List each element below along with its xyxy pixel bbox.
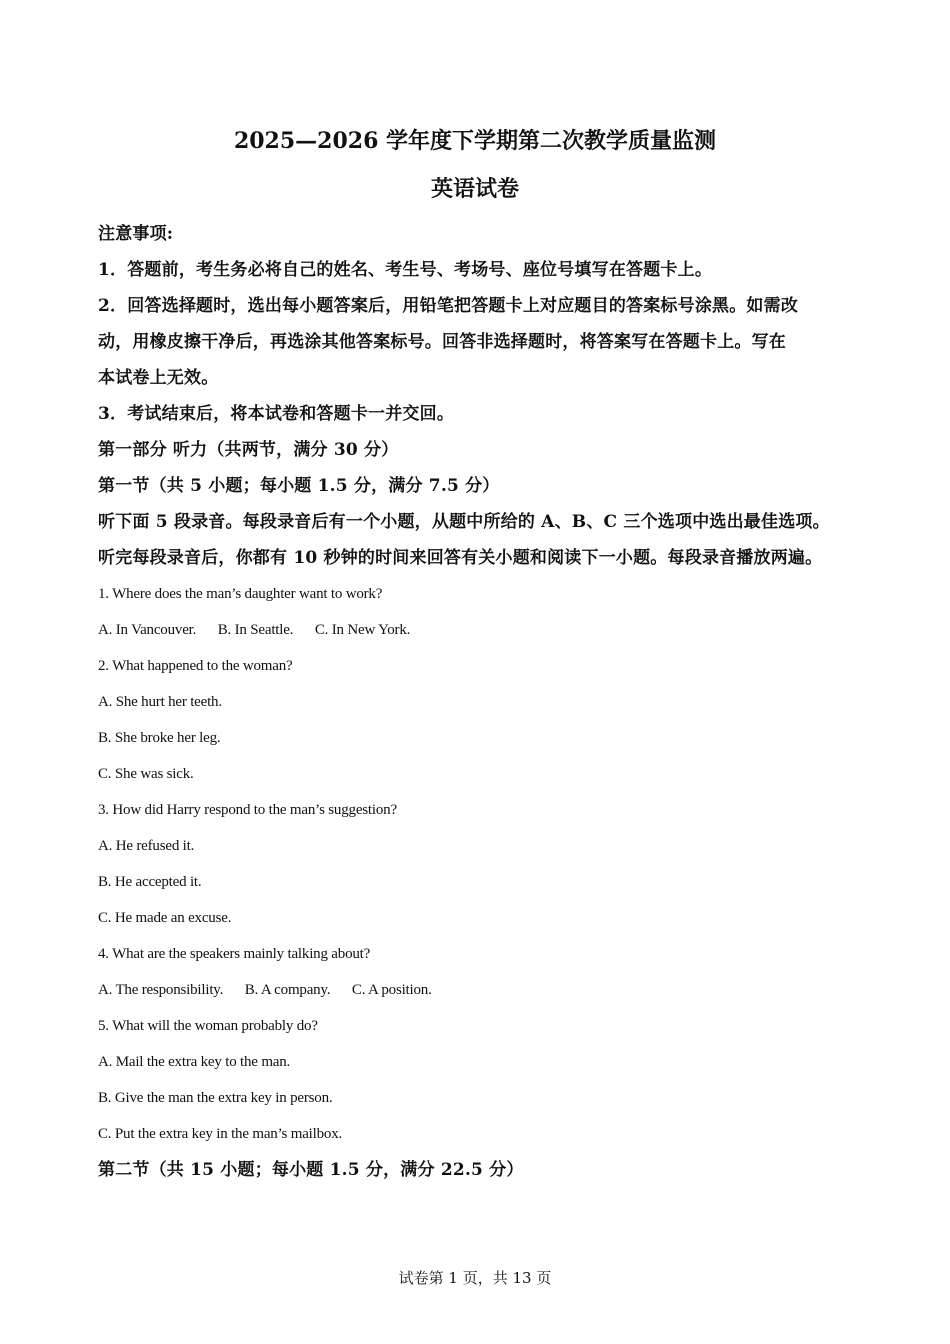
question-1-stem: 1. Where does the man’s daughter want to work? (98, 586, 383, 602)
question-4-option-a: A. The responsibility. (98, 982, 224, 998)
question-3-option-a: A. He refused it. (98, 838, 195, 854)
question-2-option-c: C. She was sick. (98, 766, 194, 782)
question-5-option-b: B. Give the man the extra key in person. (98, 1090, 333, 1106)
exam-title: 2025—2026 学年度下学期第二次教学质量监测 (233, 128, 717, 154)
notes-item-3: 3．考试结束后，将本试卷和答题卡一并交回。 (98, 404, 455, 424)
question-2-stem: 2. What happened to the woman? (98, 658, 293, 674)
section1-instruction-line-1: 听下面 5 段录音。每段录音后有一个小题，从题中所给的 A、B、C 三个选项中选出最佳选项。 (98, 512, 830, 532)
question-3-option-b: B. He accepted it. (98, 874, 202, 890)
question-1-option-b: B. In Seattle. (217, 622, 294, 638)
question-3-stem: 3. How did Harry respond to the man’s suggestion? (98, 802, 397, 818)
question-3-option-c: C. He made an excuse. (98, 910, 232, 926)
question-4-option-b: B. A company. (244, 982, 331, 998)
question-4-options (98, 972, 858, 1008)
question-1-option-a: A. In Vancouver. (98, 622, 197, 638)
question-5-option-a: A. Mail the extra key to the man. (98, 1054, 291, 1070)
question-1-options (98, 612, 858, 648)
question-2-option-b: B. She broke her leg. (98, 730, 221, 746)
exam-subtitle: 英语试卷 (430, 176, 519, 202)
question-1-option-c: C. In New York. (314, 622, 411, 638)
question-4-option-c: C. A position. (351, 982, 432, 998)
question-5-stem: 5. What will the woman probably do? (98, 1018, 318, 1034)
notes-item-2-line-3: 本试卷上无效。 (98, 368, 219, 388)
notes-item-1: 1．答题前，考生务必将自己的姓名、考生号、考场号、座位号填写在答题卡上。 (98, 260, 713, 280)
exam-content (98, 216, 858, 1188)
notes-heading: 注意事项: (98, 224, 174, 244)
section2-heading: 第二节（共 15 小题；每小题 1.5 分，满分 22.5 分） (98, 1160, 524, 1180)
page-footer: 试卷第 1 页，共 13 页 (398, 1269, 552, 1287)
question-2-option-a: A. She hurt her teeth. (98, 694, 222, 710)
notes-item-2-line-2: 动，用橡皮擦干净后，再选涂其他答案标号。回答非选择题时，将答案写在答题卡上。写在 (98, 332, 786, 352)
question-4-stem: 4. What are the speakers mainly talking about? (98, 946, 371, 962)
notes-item-2-line-1: 2．回答选择题时，选出每小题答案后，用铅笔把答题卡上对应题目的答案标号涂黑。如需改 (98, 296, 799, 316)
question-5-option-c: C. Put the extra key in the man’s mailbox. (98, 1126, 343, 1142)
section1-heading: 第一节（共 5 小题；每小题 1.5 分，满分 7.5 分） (98, 476, 500, 496)
section1-instruction-line-2: 听完每段录音后，你都有 10 秒钟的时间来回答有关小题和阅读下一小题。每段录音播放两遍。 (98, 548, 823, 568)
part1-heading: 第一部分 听力（共两节，满分 30 分） (98, 440, 399, 460)
